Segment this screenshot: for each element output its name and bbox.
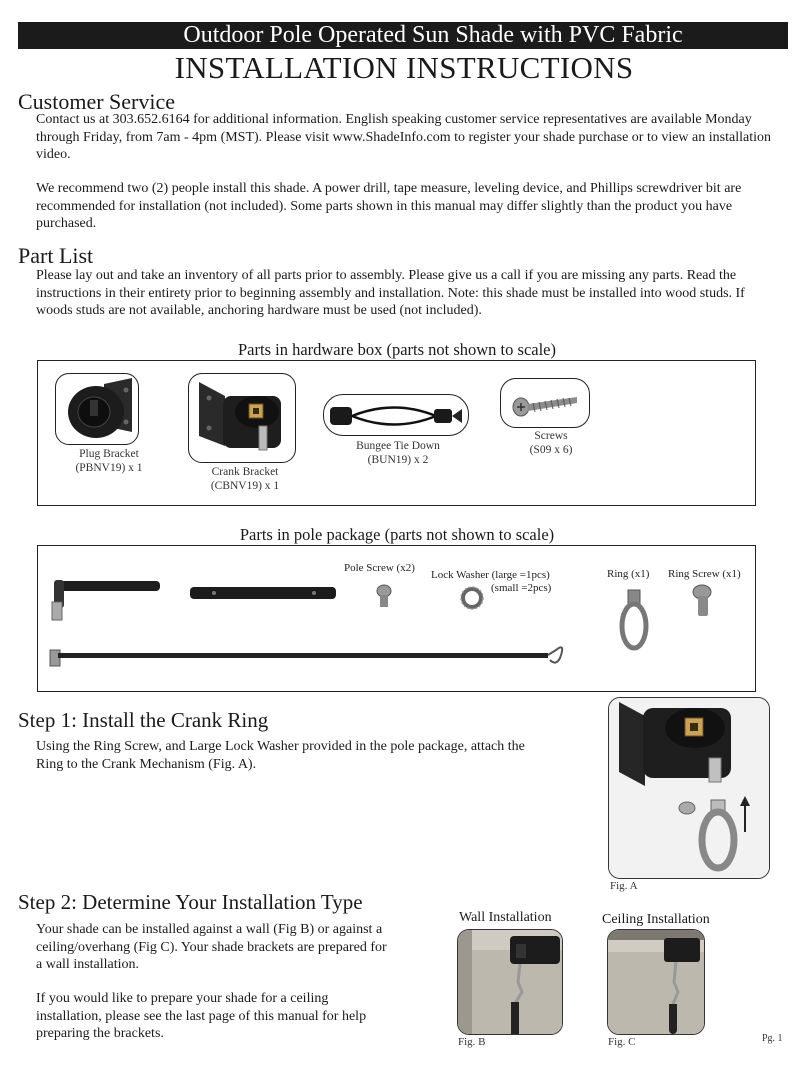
recommendation-paragraph: We recommend two (2) people install this shade. A power drill, tape measure, leveling device, and Phillips screwdriver bit are recommended for installation (not included). Some parts shown in this manual may differ slightly than the product you have purchased. bbox=[36, 181, 742, 231]
customer-service-heading: Customer Service bbox=[18, 89, 176, 114]
fig-c-caption: Fig. C bbox=[608, 1036, 636, 1048]
plug-bracket-name: Plug Bracket bbox=[79, 448, 139, 460]
hardware-box-label: Parts in hardware box (parts not shown to scale) bbox=[237, 340, 556, 359]
ring-label: Ring (x1) bbox=[607, 568, 650, 580]
lock-washer-label: Lock Washer (large =1pcs) bbox=[431, 569, 550, 581]
hardware-box bbox=[37, 360, 756, 506]
step1-text: Using the Ring Screw, and Large Lock Washer provided in the pole package, attach the Ring to the Crank Mechanism (Fig. A). bbox=[36, 739, 525, 772]
fig-b-image bbox=[457, 929, 563, 1035]
lock-washer-small-label: (small =2pcs) bbox=[491, 582, 552, 594]
bungee-tie-down-image bbox=[323, 394, 469, 436]
step2-paragraph-2: If you would like to prepare your shade for a ceiling installation, please see the last page of this manual for help preparing the brackets. bbox=[36, 991, 367, 1041]
plug-bracket-code: (PBNV19) x 1 bbox=[75, 462, 143, 474]
customer-service-paragraph: Contact us at 303.652.6164 for additional information. English speaking customer service representatives are available Monday through Friday, from 7am - 4pm (MST). Please visit www.ShadeInfo.com to register your shade purchase or to view an installation video. bbox=[36, 112, 771, 162]
part-list-paragraph: Please lay out and take an inventory of all parts prior to assembly. Please give us a call if you are missing any parts. Read the instructions in their entirety prior to beginning assembly and installation. Note: this shade must be installed into wood studs. If woods studs are not available, anchoring hardware must be used (not included). bbox=[36, 268, 745, 318]
bungee-name: Bungee Tie Down bbox=[356, 440, 440, 452]
step2-paragraph-1: Your shade can be installed against a wall (Fig B) or against a ceiling/overhang (Fig C). Your shade brackets are prepared for a wall installation. bbox=[36, 922, 387, 972]
fig-c-image bbox=[607, 929, 705, 1035]
pole-screw-label: Pole Screw (x2) bbox=[344, 562, 415, 574]
ceiling-installation-label: Ceiling Installation bbox=[602, 912, 710, 927]
fig-a-image bbox=[608, 697, 770, 879]
pole-package-box bbox=[37, 545, 756, 692]
screws-code: (S09 x 6) bbox=[529, 444, 573, 456]
pole-package-label: Parts in pole package (parts not shown to scale) bbox=[239, 525, 555, 544]
step1-heading: Step 1: Install the Crank Ring bbox=[18, 708, 269, 732]
plug-bracket-image bbox=[55, 373, 139, 445]
page-number: Pg. 1 bbox=[762, 1033, 783, 1044]
crank-bracket-image bbox=[188, 373, 296, 463]
ring-screw-label: Ring Screw (x1) bbox=[668, 568, 741, 580]
fig-a-caption: Fig. A bbox=[610, 880, 638, 892]
wall-installation-label: Wall Installation bbox=[459, 910, 552, 925]
title-banner: Outdoor Pole Operated Sun Shade with PVC Fabric bbox=[18, 22, 788, 49]
screws-name: Screws bbox=[534, 430, 568, 442]
bungee-code: (BUN19) x 2 bbox=[367, 454, 429, 466]
crank-bracket-code: (CBNV19) x 1 bbox=[210, 480, 280, 492]
screws-image bbox=[500, 378, 590, 428]
page-title: INSTALLATION INSTRUCTIONS bbox=[174, 50, 634, 85]
part-list-heading: Part List bbox=[18, 243, 94, 268]
step2-heading: Step 2: Determine Your Installation Type bbox=[18, 890, 363, 914]
crank-bracket-name: Crank Bracket bbox=[211, 466, 279, 478]
fig-b-caption: Fig. B bbox=[458, 1036, 486, 1048]
